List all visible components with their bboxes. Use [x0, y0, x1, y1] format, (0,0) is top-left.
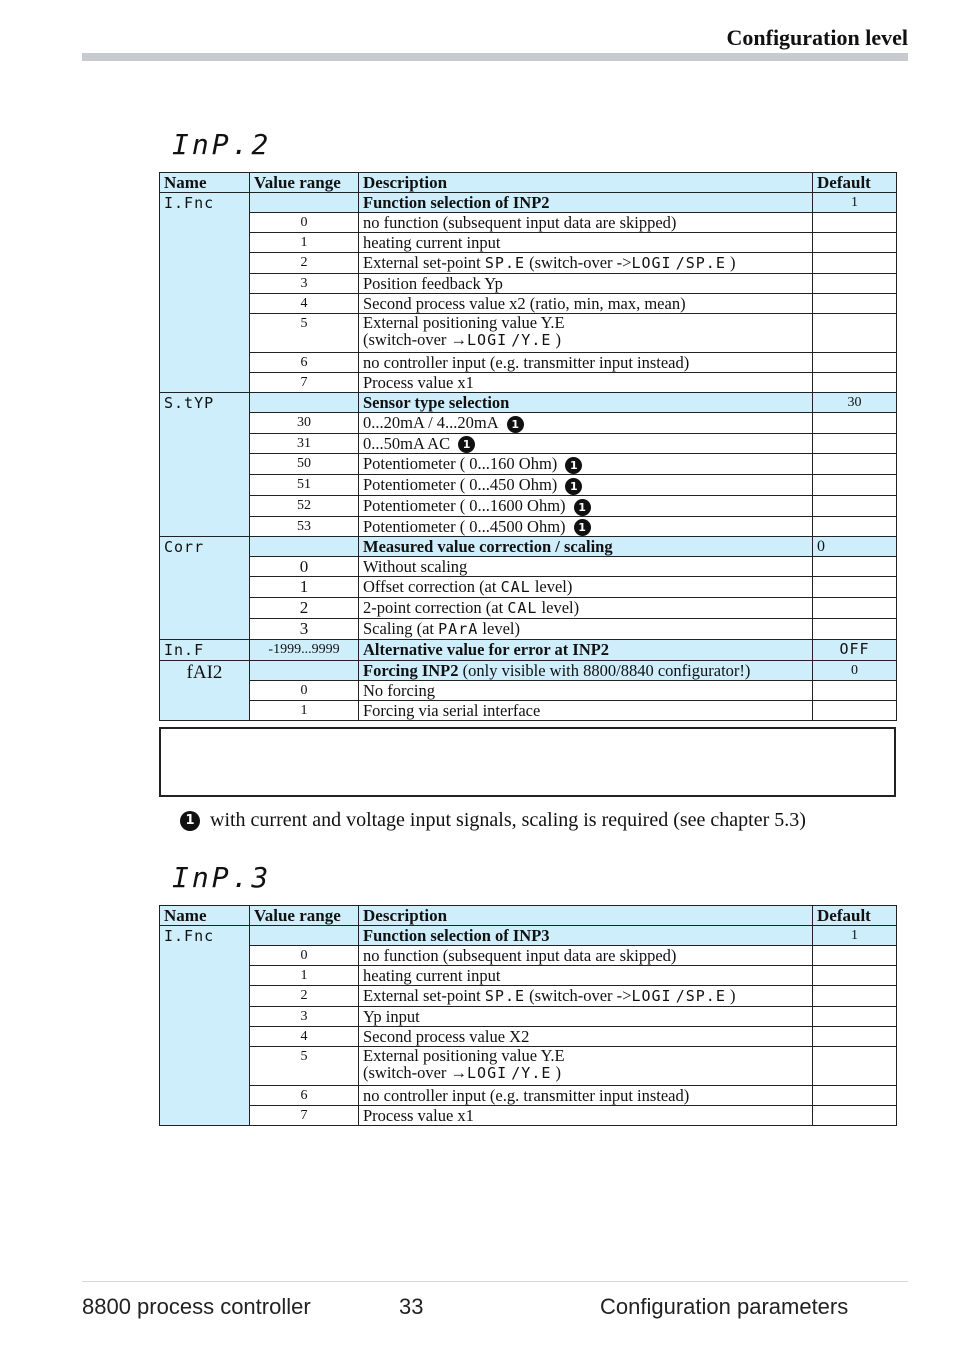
table-row: 0 No forcing	[160, 681, 897, 701]
param-name: In.F	[160, 640, 250, 661]
col-name: Name	[160, 173, 250, 193]
table-header-row	[160, 173, 897, 193]
table-row: 52 Potentiometer ( 0...1600 Ohm) 1	[160, 495, 897, 516]
table-row: 2 2-point correction (at CAL level)	[160, 598, 897, 619]
table-row: 7 Process value x1	[160, 373, 897, 393]
table-row: 1 heating current input	[160, 966, 897, 986]
table-row: 31 0...50mA AC 1	[160, 433, 897, 454]
table-row: 30 0...20mA / 4...20mA 1	[160, 413, 897, 434]
table-row: 2 External set-point SP.E (switch-over ->LOGI /SP.E )	[160, 253, 897, 274]
table-row: 2 External set-point SP.E (switch-over ->LOGI /SP.E )	[160, 986, 897, 1007]
col-default: Default	[813, 173, 897, 193]
table-row: fAI2 Forcing INP2 (only visible with 8800/8840 configurator!) 0	[160, 661, 897, 681]
col-desc: Description	[359, 906, 813, 926]
param-name: Corr	[160, 537, 250, 640]
note-badge-icon: 1	[458, 436, 475, 453]
table-row: 3 Yp input	[160, 1007, 897, 1027]
table-row: 4 Second process value x2 (ratio, min, max, mean)	[160, 294, 897, 314]
param-name: fAI2	[160, 661, 250, 721]
header-bar	[82, 53, 908, 61]
param-label: Function selection of INP2	[363, 193, 550, 212]
col-range: Value range	[250, 906, 359, 926]
note-badge-icon: 1	[574, 499, 591, 516]
fai2-frame	[159, 727, 896, 797]
footer-product: 8800 process controller	[82, 1294, 311, 1319]
table-row: Corr Measured value correction / scaling 0	[160, 537, 897, 557]
table-row: 3 Scaling (at PArA level)	[160, 619, 897, 640]
table-row: 1 heating current input	[160, 233, 897, 253]
col-name: Name	[160, 906, 250, 926]
footer-divider	[82, 1281, 908, 1282]
table-row: 6 no controller input (e.g. transmitter input instead)	[160, 1086, 897, 1106]
param-name: I.Fnc	[160, 926, 250, 1126]
table-row: I.Fnc Function selection of INP3 1	[160, 926, 897, 946]
col-range: Value range	[250, 173, 359, 193]
table-row: 5 External positioning value Y.E (switch-over →LOGI /Y.E )	[160, 1047, 897, 1086]
table-row: In.F -1999...9999 Alternative value for error at INP2 OFF	[160, 640, 897, 661]
table-row: 0 Without scaling	[160, 557, 897, 577]
header-title: Configuration level	[726, 25, 908, 50]
table-row: 4 Second process value X2	[160, 1027, 897, 1047]
table-row: S.tYP Sensor type selection 30	[160, 393, 897, 413]
table-row: 51 Potentiometer ( 0...450 Ohm) 1	[160, 475, 897, 496]
param-default: 1	[813, 193, 897, 213]
table-row: 1 Offset correction (at CAL level)	[160, 577, 897, 598]
table-row: 5 External positioning value Y.E (switch-over →LOGI /Y.E )	[160, 314, 897, 353]
inp3-table	[159, 905, 897, 1126]
table-row: 50 Potentiometer ( 0...160 Ohm) 1	[160, 454, 897, 475]
col-desc: Description	[359, 173, 813, 193]
note-badge-icon: 1	[565, 478, 582, 495]
table-row: 3 Position feedback Yp	[160, 274, 897, 294]
table-row: 0 no function (subsequent input data are skipped)	[160, 946, 897, 966]
param-name: S.tYP	[160, 393, 250, 537]
table-row	[160, 193, 897, 213]
footnote: 1 with current and voltage input signals, scaling is required (see chapter 5.3)	[180, 809, 806, 832]
table-row: 0 no function (subsequent input data are skipped)	[160, 213, 897, 233]
note-badge-icon: 1	[565, 457, 582, 474]
param-name: I.Fnc	[160, 193, 250, 393]
table-header-row	[160, 906, 897, 926]
table-row: 6 no controller input (e.g. transmitter input instead)	[160, 353, 897, 373]
table-row: 53 Potentiometer ( 0...4500 Ohm) 1	[160, 516, 897, 537]
table-row: 7 Process value x1	[160, 1106, 897, 1126]
note-badge-icon: 1	[507, 416, 524, 433]
inp2-table	[159, 172, 897, 721]
table-row: 1 Forcing via serial interface	[160, 701, 897, 721]
footer-section: Configuration parameters	[600, 1294, 849, 1319]
section-title-inp2: InP.2	[172, 128, 272, 161]
note-badge-icon: 1	[180, 811, 200, 831]
note-badge-icon: 1	[574, 519, 591, 536]
col-default: Default	[813, 906, 897, 926]
footer-page-number: 33	[399, 1294, 424, 1319]
section-title-inp3: InP.3	[172, 861, 272, 894]
